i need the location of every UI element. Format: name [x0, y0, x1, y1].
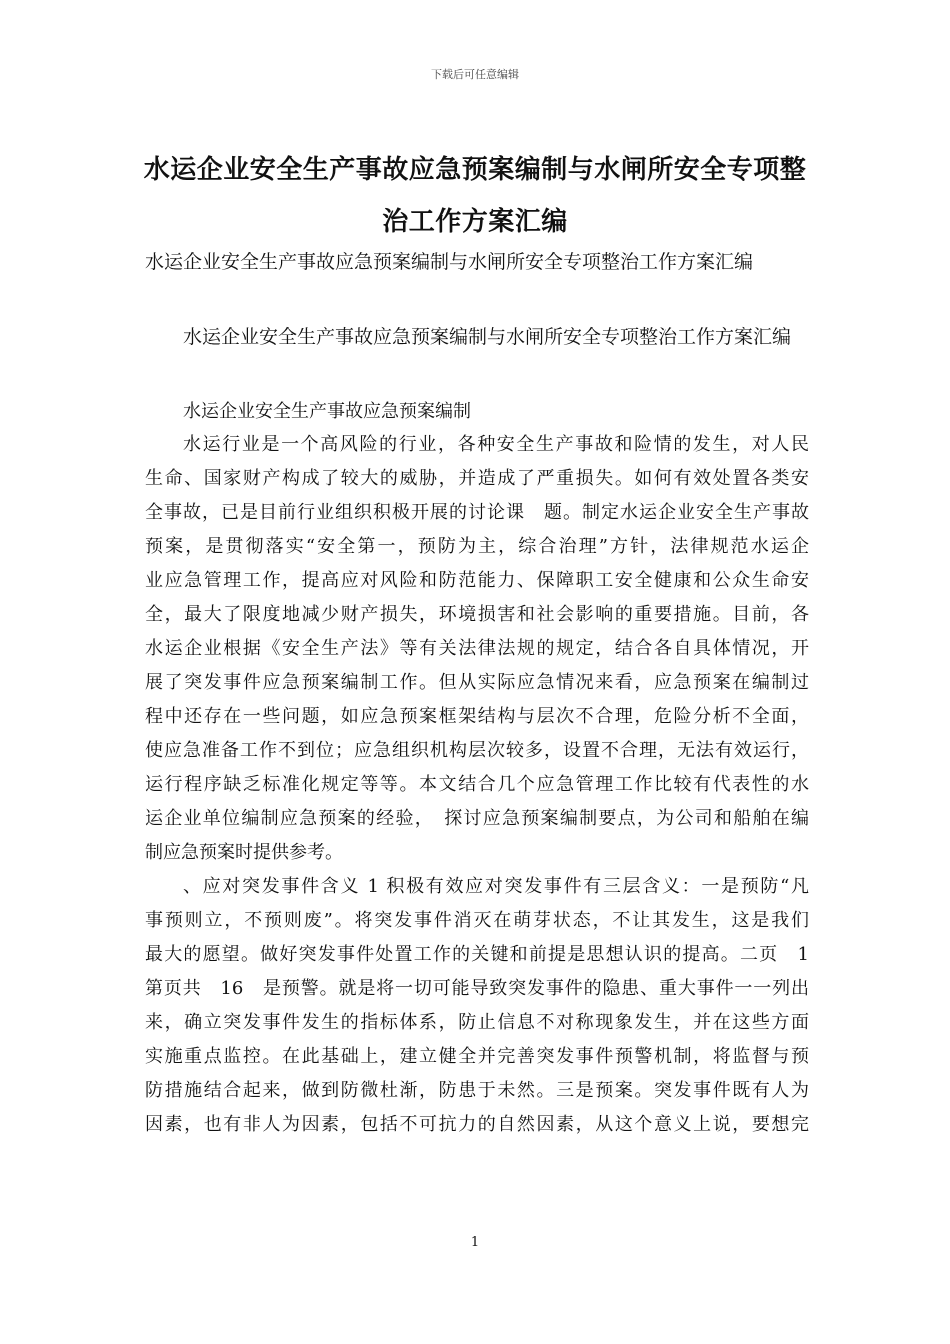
body-line: 来，确立突发事件发生的指标体系，防止信息不对称现象发生，并在这些方面 [145, 1012, 809, 1033]
body-line: 因素，也有非人为因素，包括不可抗力的自然因素，从这个意义上说，要想完 [145, 1114, 809, 1135]
body-line: 使应急准备工作不到位；应急组织机构层次较多，设置不合理，无法有效运行， [145, 740, 809, 761]
body-line: 全，最大了限度地减少财产损失，环境损害和社会影响的重要措施。目前，各 [145, 604, 809, 625]
body-line: 水运行业是一个高风险的行业，各种安全生产事故和险情的发生，对人民 [183, 434, 809, 455]
document-title [140, 144, 810, 248]
body-line: 、应对突发事件含义 1 积极有效应对突发事件有三层含义：一是预防“凡 [183, 876, 809, 897]
body-line: 最大的愿望。做好突发事件处置工作的关键和前提是思想认识的提高。二页 1 [145, 944, 809, 965]
body-line: 第页共 16 是预警。就是将一切可能导致突发事件的隐患、重大事件一一列出 [145, 978, 809, 999]
document-heading: 水运企业安全生产事故应急预案编制与水闸所安全专项整治工作方案汇编 [183, 326, 792, 348]
body-line: 水运企业根据《安全生产法》等有关法律法规的规定，结合各自具体情况，开 [145, 638, 809, 659]
page-number: 1 [470, 1235, 480, 1250]
body-line: 程中还存在一些问题，如应急预案框架结构与层次不合理，危险分析不全面， [145, 706, 809, 727]
body-line: 事预则立，不预则废”。将突发事件消灭在萌芽状态，不让其发生，这是我们 [145, 910, 809, 931]
body-line: 实施重点监控。在此基础上，建立健全并完善突发事件预警机制，将监督与预 [145, 1046, 809, 1067]
title-line-1: 水运企业安全生产事故应急预案编制与水闸所安全专项整 [143, 155, 807, 185]
section-title: 水运企业安全生产事故应急预案编制 [183, 401, 471, 422]
body-line: 全事故，已是目前行业组织积极开展的讨论课 题。制定水运企业安全生产事故 [145, 502, 809, 523]
body-line: 预案，是贯彻落实“安全第一，预防为主，综合治理”方针，法律规范水运企 [145, 536, 809, 557]
body-line: 业应急管理工作，提高应对风险和防范能力、保障职工安全健康和公众生命安 [145, 570, 809, 591]
body-line: 展了突发事件应急预案编制工作。但从实际应急情况来看，应急预案在编制过 [145, 672, 809, 693]
body-text [145, 428, 809, 1142]
body-line: 运行程序缺乏标准化规定等等。本文结合几个应急管理工作比较有代表性的水 [145, 774, 809, 795]
body-line: 防措施结合起来，做到防微杜渐，防患于未然。三是预案。突发事件既有人为 [145, 1080, 809, 1101]
body-line: 生命、国家财产构成了较大的威胁，并造成了严重损失。如何有效处置各类安 [145, 468, 809, 489]
body-line: 运企业单位编制应急预案的经验， 探讨应急预案编制要点，为公司和船舶在编 [145, 808, 809, 829]
title-line-2: 治工作方案汇编 [382, 207, 568, 237]
document-subtitle: 水运企业安全生产事故应急预案编制与水闸所安全专项整治工作方案汇编 [145, 251, 754, 273]
header-note: 下载后可任意编辑 [431, 68, 519, 81]
body-line: 制应急预案时提供参考。 [145, 842, 343, 863]
